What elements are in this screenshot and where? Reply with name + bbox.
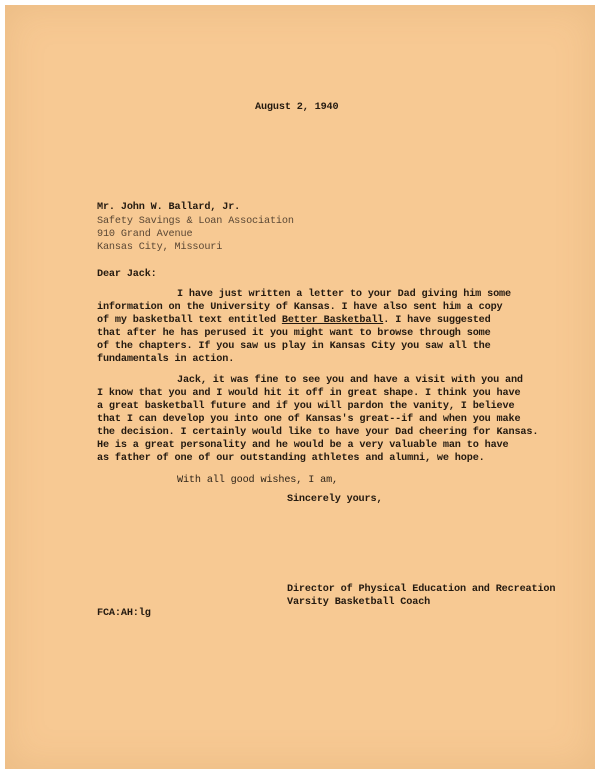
p1-line-3-pre: of my basketball text entitled [97,315,282,326]
closing-wish: With all good wishes, I am, [177,475,339,486]
signature-title-2: Varsity Basketball Coach [287,597,431,608]
p2-line-5: the decision. I certainly would like to have your Dad cheering for Kansas. [97,427,539,438]
reference-initials: FCA:AH:lg [97,608,151,619]
letter-page [5,5,595,769]
signature-title-1: Director of Physical Education and Recreation [287,584,556,595]
sign-off: Sincerely yours, [287,494,383,505]
p1-line-3 [97,314,491,327]
p1-line-6: fundamentals in action. [97,354,235,365]
recipient-org: Safety Savings & Loan Association [97,216,294,227]
p1-line-3-post: . I have suggested [383,315,491,326]
letter-date: August 2, 1940 [255,102,339,113]
salutation: Dear Jack: [97,269,157,280]
p1-line-4: that after he has perused it you might want to browse through some [97,328,491,339]
recipient-street: 910 Grand Avenue [97,229,193,240]
recipient-city: Kansas City, Missouri [97,242,223,253]
p2-line-1: Jack, it was fine to see you and have a visit with you and [177,375,523,386]
p1-line-1: I have just written a letter to your Dad giving him some [177,289,511,300]
p1-line-2: information on the University of Kansas. I have also sent him a copy [97,302,503,313]
p1-line-5: of the chapters. If you saw us play in Kansas City you saw all the [97,341,491,352]
p2-line-6: He is a great personality and he would be a very valuable man to have [97,440,509,451]
p2-line-7: as father of one of our outstanding athletes and alumni, we hope. [97,453,485,464]
p2-line-2: I know that you and I would hit it off in great shape. I think you have [97,388,521,399]
p2-line-4: that I can develop you into one of Kansas's great--if and when you make [97,414,521,425]
p2-line-3: a great basketball future and if you will pardon the vanity, I believe [97,401,515,412]
book-title: Better Basketball [281,315,384,326]
recipient-name: Mr. John W. Ballard, Jr. [97,202,241,213]
